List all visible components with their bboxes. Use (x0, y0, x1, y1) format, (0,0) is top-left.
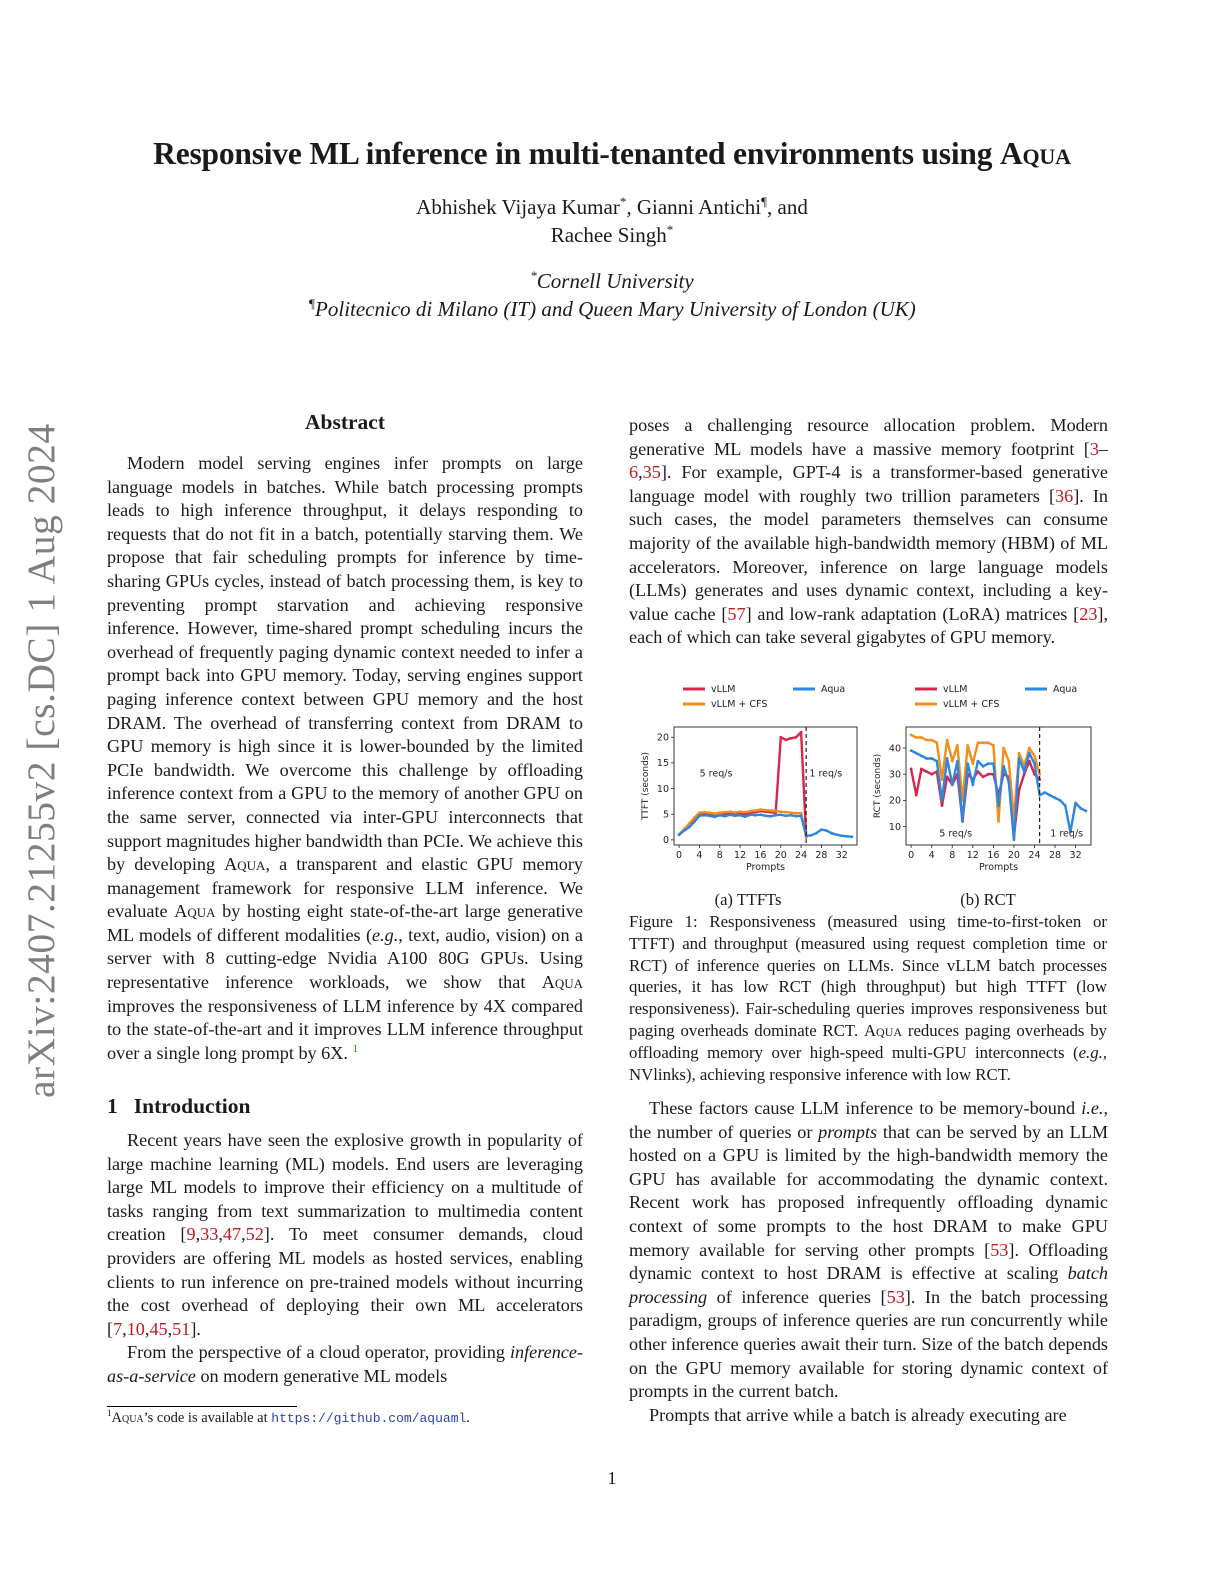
paper-title (60, 136, 1164, 172)
aff-mark-2: ¶ (761, 194, 767, 209)
abstract-aqua-3: Aqua (541, 972, 583, 993)
body-text: Prompts that arrive while a batch is already executing are (649, 1404, 1067, 1425)
right-column-bottom (629, 1097, 1108, 1427)
authors (0, 193, 1224, 249)
data-point (759, 808, 762, 811)
y-axis-label: TTFT (seconds) (641, 751, 651, 821)
data-point (1054, 796, 1057, 799)
data-point (946, 739, 949, 742)
caption-text: reduces paging overheads by offloading memory over high-speed multi-GPU interconnects ( (629, 1020, 1107, 1062)
data-point (1002, 765, 1005, 768)
data-point (951, 783, 954, 786)
data-point (1074, 802, 1077, 805)
x-tick-label: 0 (676, 850, 683, 861)
figure-1 (628, 680, 1108, 880)
data-point (1023, 770, 1026, 773)
data-point (784, 811, 787, 814)
data-point (982, 775, 985, 778)
data-point (1043, 791, 1046, 794)
intro-italic: inference-as-a-service (107, 1342, 583, 1386)
legend-label: Aqua (821, 684, 846, 695)
data-point (734, 814, 737, 817)
data-point (779, 810, 782, 813)
body-text: ]. In such cases, the model parameters themselves can consume majority of the available high-bandwidth memory (HBM) of ML accelerators. Moreover, inference on large language models (LLMs) generates and uses dynamic context, including a key-value cache [ (629, 485, 1108, 624)
data-point (800, 814, 803, 817)
arxiv-stamp-text: arXiv:2407.21255v2 [cs.DC] 1 Aug 2024 (19, 423, 63, 1098)
data-point (1059, 799, 1062, 802)
data-point (693, 816, 696, 819)
y-tick-label: 10 (656, 783, 669, 795)
data-point (925, 757, 928, 760)
data-point (935, 760, 938, 763)
data-point (830, 832, 833, 835)
body-text: of inference queries [ (707, 1286, 887, 1307)
data-point (744, 815, 747, 818)
subfigure-label-b: (b) RCT (960, 890, 1016, 909)
abstract-text-1: Modern model serving engines infer prompts on large language models in batches. While batch processing prompts leads to high inference throughput, it delays responding to requests that do not fit in a batch, potentially starving them. We propose that fair scheduling prompts for inference by time-sharing GPUs cycles, instead of batch processing them, is key to preventing prompt starvation and achieving responsive inference. However, time-shared prompt scheduling incurs the overhead of frequently paging dynamic context needed to infer a prompt back into GPU memory. Today, serving engines support paging inference context between GPU memory and the host DRAM. The overhead of transferring context from DRAM to GPU memory is high since it is lower-bounded by the limited PCIe bandwidth. We overcome this challenge by offloading inference context from a GPU to the memory of another GPU on the same server, connected via inter-GPU interconnects that support magnitudes higher bandwidth than PCIe. We achieve this by developing (107, 453, 583, 875)
data-point (718, 814, 721, 817)
data-point (693, 821, 696, 824)
data-point (795, 736, 798, 739)
data-point (930, 757, 933, 760)
data-point (997, 804, 1000, 807)
y-tick-label: 5 (662, 809, 669, 821)
citation-link[interactable]: 53 (990, 1239, 1009, 1260)
x-tick-label: 8 (949, 850, 956, 861)
figure-caption (629, 911, 1107, 1085)
data-point (920, 768, 923, 771)
y-tick-label: 20 (656, 732, 669, 744)
abstract-aqua-1: Aqua (224, 854, 266, 875)
chart-rct (873, 684, 1091, 873)
data-point (915, 794, 918, 797)
x-tick-label: 32 (835, 850, 848, 861)
data-point (723, 811, 726, 814)
body-italic: batch processing (629, 1263, 1108, 1307)
data-point (1013, 838, 1016, 841)
data-point (795, 815, 798, 818)
caption-text: Figure 1: Responsiveness (measured using time-to-first-token or TTFT) and throughput (measured using request completion time or RCT) of inference queries on LLMs. Since vLLM batch processes queries, it has low RCT (high throughput) but high TTFT (low responsiveness). Fair-scheduling queries improves responsiveness but paging overheads dominate RCT. (629, 912, 1107, 1040)
author-and: , and (767, 195, 808, 219)
data-point (1007, 760, 1010, 763)
arxiv-stamp (18, 418, 74, 1098)
data-point (971, 762, 974, 765)
data-point (935, 741, 938, 744)
data-point (1028, 747, 1031, 750)
data-point (723, 815, 726, 818)
body-text: the number of queries or (629, 1121, 819, 1142)
data-point (800, 812, 803, 815)
data-point (951, 760, 954, 763)
body-text: ], each of which can take several gigabytes of GPU memory. (629, 603, 1109, 648)
series-line (679, 815, 852, 837)
aff-mark-1: * (619, 194, 627, 209)
data-point (1048, 794, 1051, 797)
data-point (910, 768, 913, 771)
footnote-end: . (466, 1410, 470, 1426)
data-point (713, 812, 716, 815)
data-point (729, 810, 732, 813)
data-point (1023, 773, 1026, 776)
citation-link[interactable]: 45 (149, 1318, 168, 1339)
abstract-text-5: improves the responsiveness of LLM inference by 4X compared to the state-of-the-art and it improves LLM inference throughput over a single long prompt by 6X. (107, 995, 583, 1063)
data-point (784, 814, 787, 817)
author-3: Rachee Singh (550, 223, 667, 247)
x-tick-label: 8 (716, 850, 723, 861)
footnote-rule (107, 1406, 297, 1407)
data-point (1002, 747, 1005, 750)
data-point (997, 820, 1000, 823)
footnote-text: ’s code is available at (143, 1410, 272, 1426)
abstract-heading: Abstract (304, 410, 385, 434)
x-tick-label: 24 (795, 850, 808, 861)
data-point (678, 833, 681, 836)
data-point (790, 811, 793, 814)
abstract-eg: e.g., (372, 924, 403, 945)
body-text: ]. Offloading dynamic context to host DRAM is effective at scaling (629, 1239, 1108, 1284)
data-point (920, 736, 923, 739)
data-point (718, 811, 721, 814)
x-axis-label: Prompts (745, 862, 786, 873)
data-point (825, 829, 828, 832)
section-heading-introduction (107, 1094, 250, 1119)
footnote-mark: 1 (107, 1408, 112, 1419)
data-point (977, 760, 980, 763)
data-point (744, 811, 747, 814)
aff-mark-4: * (530, 268, 537, 283)
citation-link[interactable]: 51 (172, 1318, 191, 1339)
data-point (977, 741, 980, 744)
data-point (764, 809, 767, 812)
body-text: – (1098, 438, 1108, 459)
page-number: 1 (607, 1468, 617, 1488)
x-tick-label: 20 (1007, 850, 1020, 861)
data-point (739, 814, 742, 817)
x-tick-label: 4 (928, 850, 935, 861)
y-tick-label: 15 (656, 758, 669, 770)
data-point (708, 814, 711, 817)
data-point (729, 813, 732, 816)
data-point (779, 736, 782, 739)
citation-link[interactable]: 52 (245, 1224, 264, 1245)
citation-link[interactable]: 53 (886, 1286, 905, 1307)
body-italic: prompts (818, 1121, 878, 1142)
data-point (734, 811, 737, 814)
body-text: ]. In the batch processing paradigm, groups of inference queries are run concurrently while other inference queries await their turn. Size of the batch depends on the GPU memory available for storing dynamic context of prompts in the current batch. (629, 1286, 1108, 1402)
data-point (739, 810, 742, 813)
data-point (749, 813, 752, 816)
y-tick-label: 10 (888, 821, 901, 833)
body-text: These factors cause LLM inference to be memory-bound (649, 1098, 1082, 1118)
data-point (930, 739, 933, 742)
data-point (683, 829, 686, 832)
data-point (754, 809, 757, 812)
data-point (774, 810, 777, 813)
data-point (930, 773, 933, 776)
data-point (1018, 752, 1021, 755)
data-point (1033, 762, 1036, 765)
citation-link[interactable]: 36 (1055, 485, 1074, 506)
data-point (774, 814, 777, 817)
x-tick-label: 32 (1069, 850, 1082, 861)
data-point (815, 832, 818, 835)
body-text: ]. For example, GPT-4 is a transformer-based generative language model with roughly two trillion parameters [ (629, 462, 1108, 506)
subfigure-label-a: (a) TTFTs (714, 890, 782, 909)
data-point (703, 811, 706, 814)
x-tick-label: 28 (815, 850, 828, 861)
data-point (966, 762, 969, 765)
citation-link[interactable]: 57 (727, 603, 746, 624)
data-point (759, 813, 762, 816)
data-point (1018, 757, 1021, 760)
data-point (1038, 773, 1041, 776)
data-point (708, 811, 711, 814)
intro-text: Recent years have seen the explosive growth in popularity of large machine learning (ML) models. End users are leveraging large ML models to improve their efficiency on a multitude of tasks ranging from text summarization to multimedia content creation [ (107, 1130, 583, 1245)
affiliation-2: Politecnico di Milano (IT) and Queen Mary University of London (UK) (315, 297, 916, 321)
body-text: ] and low-rank adaptation (LoRA) matrices [ (745, 603, 1080, 624)
intro-text: ]. (190, 1318, 201, 1339)
x-tick-label: 24 (1028, 850, 1041, 861)
affiliation-1: Cornell University (536, 269, 694, 293)
body-text: that can be served by an LLM hosted on a GPU is limited by the high-bandwidth memory the GPU has available for accommodating the dynamic context. Recent work has proposed infrequently offloading dynamic context of some prompts to the host DRAM to make GPU memory available for serving other prompts [ (629, 1121, 1108, 1260)
x-tick-label: 20 (774, 850, 787, 861)
caption-aqua: Aqua (863, 1020, 903, 1040)
citation-link[interactable]: 35 (642, 462, 661, 483)
legend-label: Aqua (1053, 684, 1078, 695)
data-point (961, 820, 964, 823)
footnote (107, 1410, 470, 1427)
section-title: Introduction (133, 1094, 251, 1118)
data-point (845, 835, 848, 838)
data-point (987, 762, 990, 765)
citation-link[interactable]: 23 (1079, 603, 1098, 624)
citation-link[interactable]: 10 (126, 1318, 145, 1339)
rate-annotation: 1 req/s (809, 768, 843, 780)
data-point (941, 804, 944, 807)
citation-link[interactable]: 6 (629, 462, 639, 483)
aff-mark-3: * (666, 222, 674, 237)
data-point (688, 826, 691, 829)
data-point (1028, 752, 1031, 755)
citation-link[interactable]: 3 (1089, 438, 1099, 459)
abstract-aqua-2: Aqua (174, 901, 216, 922)
footnote-aqua: Aqua (111, 1410, 144, 1426)
data-point (956, 744, 959, 747)
data-point (1007, 781, 1010, 784)
data-point (713, 815, 716, 818)
section-number: 1 (107, 1094, 118, 1118)
data-point (764, 814, 767, 817)
figure-1-charts (628, 680, 1108, 880)
data-point (749, 810, 752, 813)
intro-text: ]. To meet consumer demands, cloud providers are offering ML models as hosted services, enabling clients to run inference on pre-trained models without incurring the cost overhead of deploying their own ML accelerators [ (107, 1224, 583, 1339)
legend-label: vLLM (943, 684, 968, 695)
data-point (779, 813, 782, 816)
legend-label: vLLM + CFS (711, 699, 768, 710)
data-point (790, 814, 793, 817)
rate-annotation: 5 req/s (699, 768, 733, 780)
title-main: Responsive ML inference in multi-tenanted environments using (153, 136, 1000, 171)
caption-text: NVlinks), achieving responsive inference with low RCT. (629, 1064, 1011, 1084)
author-2: , Gianni Antichi (626, 195, 762, 219)
footnote-url-link[interactable]: https://github.com/aquaml (271, 1411, 467, 1426)
x-axis-label: Prompts (978, 862, 1019, 873)
plot-frame (906, 727, 1091, 845)
legend-label: vLLM + CFS (943, 699, 1000, 710)
aff-mark-5: ¶ (308, 296, 316, 311)
right-column-top: poses a challenging resource allocation problem. Modern generative ML models have a massive memory footprint [3–6,35]. For example, GPT-4 is a transformer-based generative language model with roughly two trillion parameters [36]. In such cases, the model parameters themselves can consume majority of the available high-bandwidth memory (HBM) of ML accelerators. Moreover, inference on large language models (LLMs) generates and uses dynamic context, including a key-value cache [57] and low-rank adaptation (LoRA) matrices [23], each of which can take several gigabytes of GPU memory. (629, 415, 1109, 648)
author-1: Abhishek Vijaya Kumar (416, 195, 620, 219)
data-point (915, 752, 918, 755)
abstract-text-3: by hosting eight state-of-the-art large generative ML models of different modalities ( (107, 901, 583, 945)
data-point (910, 749, 913, 752)
data-point (941, 799, 944, 802)
data-point (754, 814, 757, 817)
x-tick-label: 12 (966, 850, 979, 861)
citation-link[interactable]: 47 (222, 1224, 242, 1245)
data-point (910, 733, 913, 736)
data-point (992, 744, 995, 747)
data-point (820, 828, 823, 831)
abstract-text-2: , a transparent and elastic GPU memory management framework for responsive LLM inference. We evaluate (107, 854, 583, 922)
data-point (1084, 810, 1087, 813)
intro-text: From the perspective of a cloud operator, providing (127, 1342, 510, 1363)
data-point (925, 739, 928, 742)
intro-text: on modern generative ML models (195, 1365, 448, 1386)
rate-annotation: 5 req/s (939, 828, 973, 840)
data-point (840, 834, 843, 837)
data-point (851, 835, 854, 838)
citation-link[interactable]: 7 (113, 1318, 123, 1339)
x-tick-label: 16 (754, 850, 767, 861)
data-point (956, 760, 959, 763)
data-point (1079, 807, 1082, 810)
y-tick-label: 0 (662, 835, 669, 847)
data-point (769, 815, 772, 818)
data-point (835, 833, 838, 836)
data-point (1033, 754, 1036, 757)
data-point (698, 811, 701, 814)
data-point (800, 731, 803, 734)
data-point (769, 809, 772, 812)
legend-label: vLLM (711, 684, 736, 695)
abstract-text-4: text, audio, vision) on a server with 8 cutting-edge Nvidia A100 80G GPUs. Using representative inference workloads, we show that (107, 924, 583, 993)
x-tick-label: 12 (734, 850, 747, 861)
data-point (992, 762, 995, 765)
data-point (982, 741, 985, 744)
data-point (784, 738, 787, 741)
series-line (679, 732, 806, 837)
citation-link[interactable]: 9 (186, 1224, 196, 1245)
data-point (1064, 804, 1067, 807)
title-aqua: Aqua (999, 136, 1071, 171)
footnote-link[interactable]: 1 (352, 1042, 359, 1055)
x-tick-label: 4 (696, 850, 703, 861)
citation-link[interactable]: 33 (200, 1224, 219, 1245)
data-point (946, 757, 949, 760)
intro-body: Recent years have seen the explosive growth in popularity of large machine learning (ML) models. End users are leveraging large ML models to improve their efficiency on a multitude of tasks ranging from text summarization to multimedia content creation [9,33,47,52]. To meet consumer demands, cloud providers are offering ML models as hosted services, enabling clients to run inference on pre-trained models without incurring the cost overhead of deploying their own ML accelerators [7,10,45,51]. From the perspective of a cloud operator, providing inference-as-a-service on modern generative ML models (107, 1130, 583, 1386)
data-point (941, 778, 944, 781)
data-point (971, 783, 974, 786)
x-tick-label: 0 (908, 850, 915, 861)
data-point (810, 834, 813, 837)
data-point (982, 765, 985, 768)
x-tick-label: 16 (987, 850, 1000, 861)
data-point (925, 770, 928, 773)
y-axis-label: RCT (seconds) (873, 753, 883, 819)
chart-ttft (641, 684, 857, 873)
data-point (703, 814, 706, 817)
abstract-body (107, 452, 583, 1065)
data-point (920, 754, 923, 757)
caption-eg: e.g., (1078, 1042, 1107, 1062)
affiliations (0, 267, 1224, 323)
body-text: poses a challenging resource allocation problem. Modern generative ML models have a massive memory footprint [ (629, 415, 1108, 459)
y-tick-label: 40 (888, 743, 901, 755)
data-point (987, 773, 990, 776)
y-tick-label: 20 (888, 795, 901, 807)
data-point (790, 737, 793, 740)
data-point (987, 741, 990, 744)
data-point (966, 744, 969, 747)
data-point (915, 736, 918, 739)
body-italic: i.e., (1081, 1098, 1108, 1118)
data-point (698, 814, 701, 817)
plot-frame (674, 727, 857, 845)
data-point (1038, 794, 1041, 797)
rate-annotation: 1 req/s (1050, 828, 1084, 840)
data-point (795, 812, 798, 815)
y-tick-label: 30 (888, 769, 901, 781)
x-tick-label: 28 (1048, 850, 1062, 861)
